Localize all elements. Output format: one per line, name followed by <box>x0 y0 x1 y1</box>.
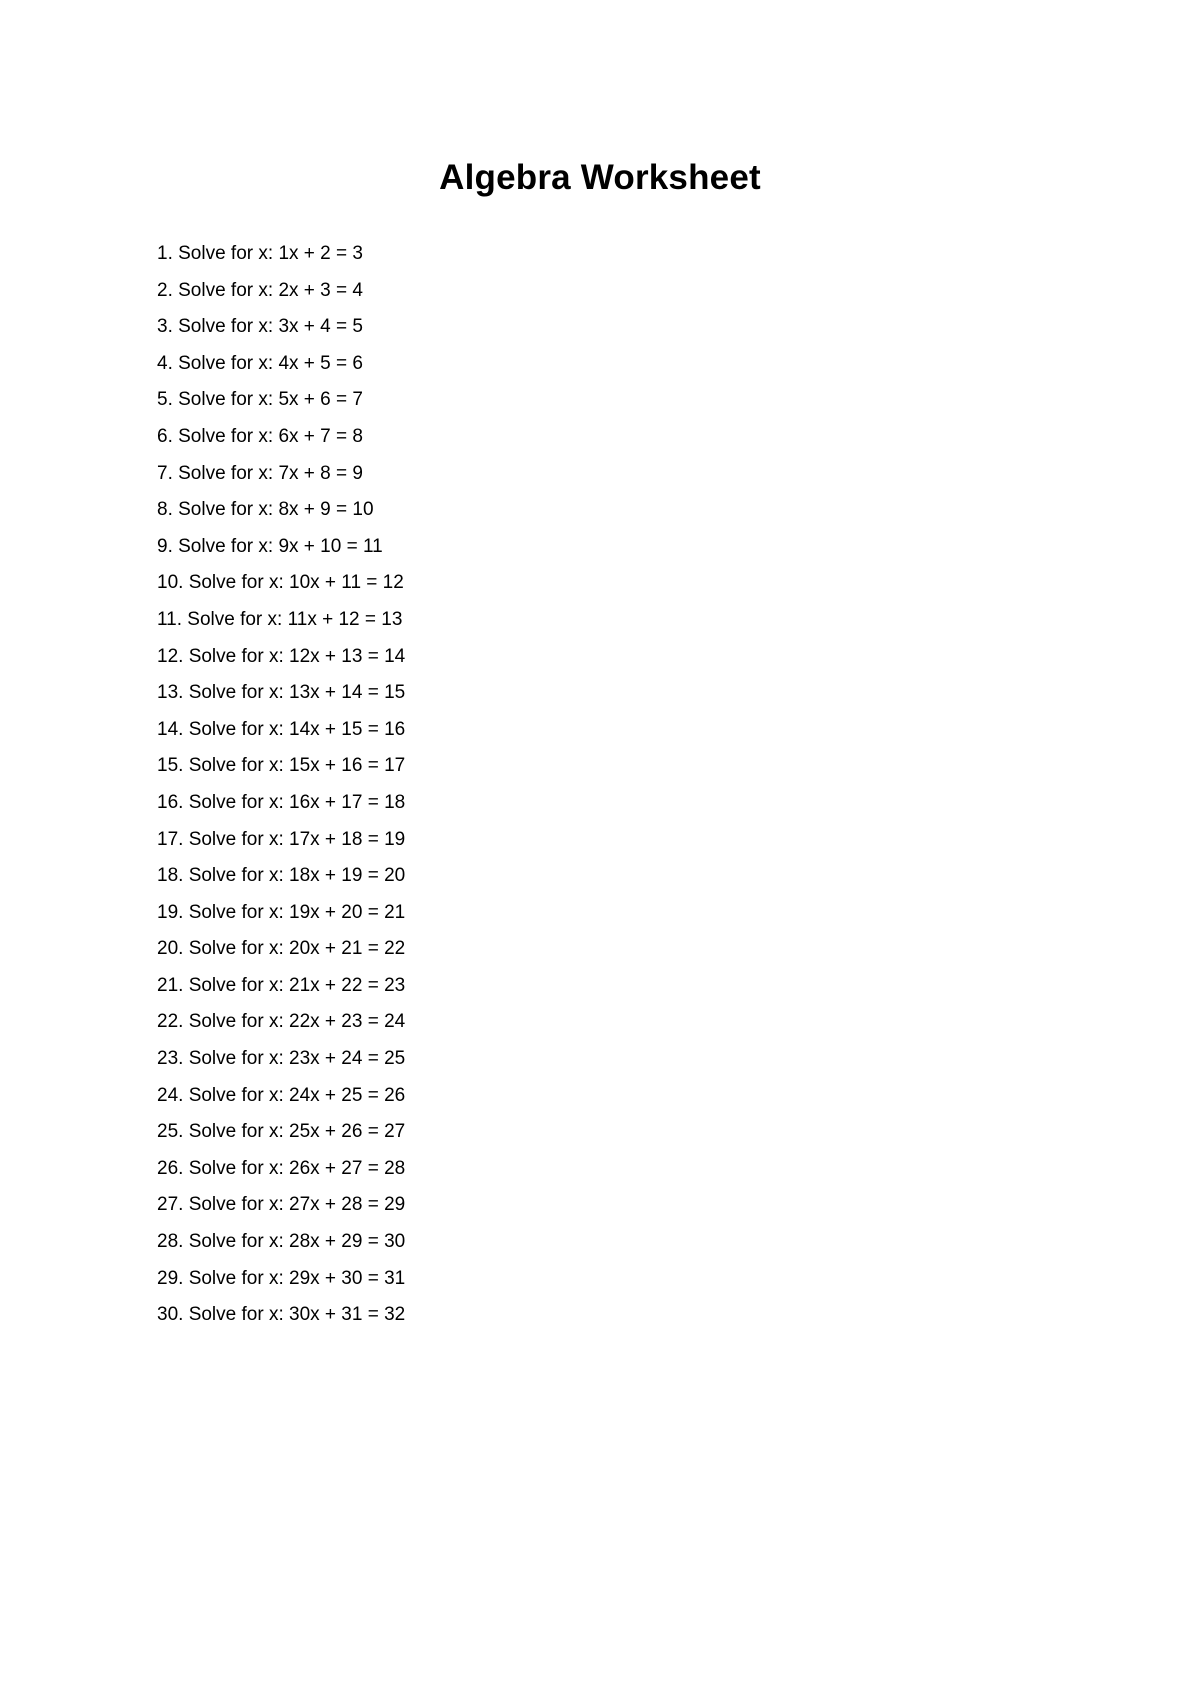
problem-item: 15. Solve for x: 15x + 16 = 17 <box>157 755 406 777</box>
problem-item: 4. Solve for x: 4x + 5 = 6 <box>157 352 363 374</box>
problem-item: 2. Solve for x: 2x + 3 = 4 <box>157 279 363 301</box>
problem-item: 3. Solve for x: 3x + 4 = 5 <box>157 316 363 338</box>
problem-item: 29. Solve for x: 29x + 30 = 31 <box>157 1267 406 1289</box>
problem-item: 27. Solve for x: 27x + 28 = 29 <box>157 1194 406 1216</box>
problem-item: 19. Solve for x: 19x + 20 = 21 <box>157 901 406 923</box>
problem-item: 26. Solve for x: 26x + 27 = 28 <box>157 1157 406 1179</box>
problem-item: 21. Solve for x: 21x + 22 = 23 <box>157 974 406 996</box>
problem-item: 8. Solve for x: 8x + 9 = 10 <box>157 499 374 521</box>
problem-item: 30. Solve for x: 30x + 31 = 32 <box>157 1304 406 1326</box>
problem-item: 7. Solve for x: 7x + 8 = 9 <box>157 462 363 484</box>
problem-item: 16. Solve for x: 16x + 17 = 18 <box>157 791 406 813</box>
problem-item: 12. Solve for x: 12x + 13 = 14 <box>157 645 406 667</box>
problem-item: 5. Solve for x: 5x + 6 = 7 <box>157 389 363 411</box>
problem-item: 25. Solve for x: 25x + 26 = 27 <box>157 1121 406 1143</box>
problem-item: 17. Solve for x: 17x + 18 = 19 <box>157 828 406 850</box>
problem-item: 14. Solve for x: 14x + 15 = 16 <box>157 718 406 740</box>
problem-item: 13. Solve for x: 13x + 14 = 15 <box>157 682 406 704</box>
problem-item: 6. Solve for x: 6x + 7 = 8 <box>157 425 363 447</box>
problem-item: 22. Solve for x: 22x + 23 = 24 <box>157 1011 406 1033</box>
problem-item: 28. Solve for x: 28x + 29 = 30 <box>157 1231 406 1253</box>
problem-list <box>157 236 405 1334</box>
problem-item: 11. Solve for x: 11x + 12 = 13 <box>157 608 403 630</box>
problem-item: 18. Solve for x: 18x + 19 = 20 <box>157 865 406 887</box>
problem-item: 1. Solve for x: 1x + 2 = 3 <box>157 243 363 264</box>
problem-item: 10. Solve for x: 10x + 11 = 12 <box>157 572 404 594</box>
problem-item: 23. Solve for x: 23x + 24 = 25 <box>157 1048 406 1070</box>
problem-item: 24. Solve for x: 24x + 25 = 26 <box>157 1084 406 1106</box>
problem-item: 20. Solve for x: 20x + 21 = 22 <box>157 938 406 960</box>
problem-item: 9. Solve for x: 9x + 10 = 11 <box>157 535 383 557</box>
page-title: Algebra Worksheet <box>439 158 761 197</box>
